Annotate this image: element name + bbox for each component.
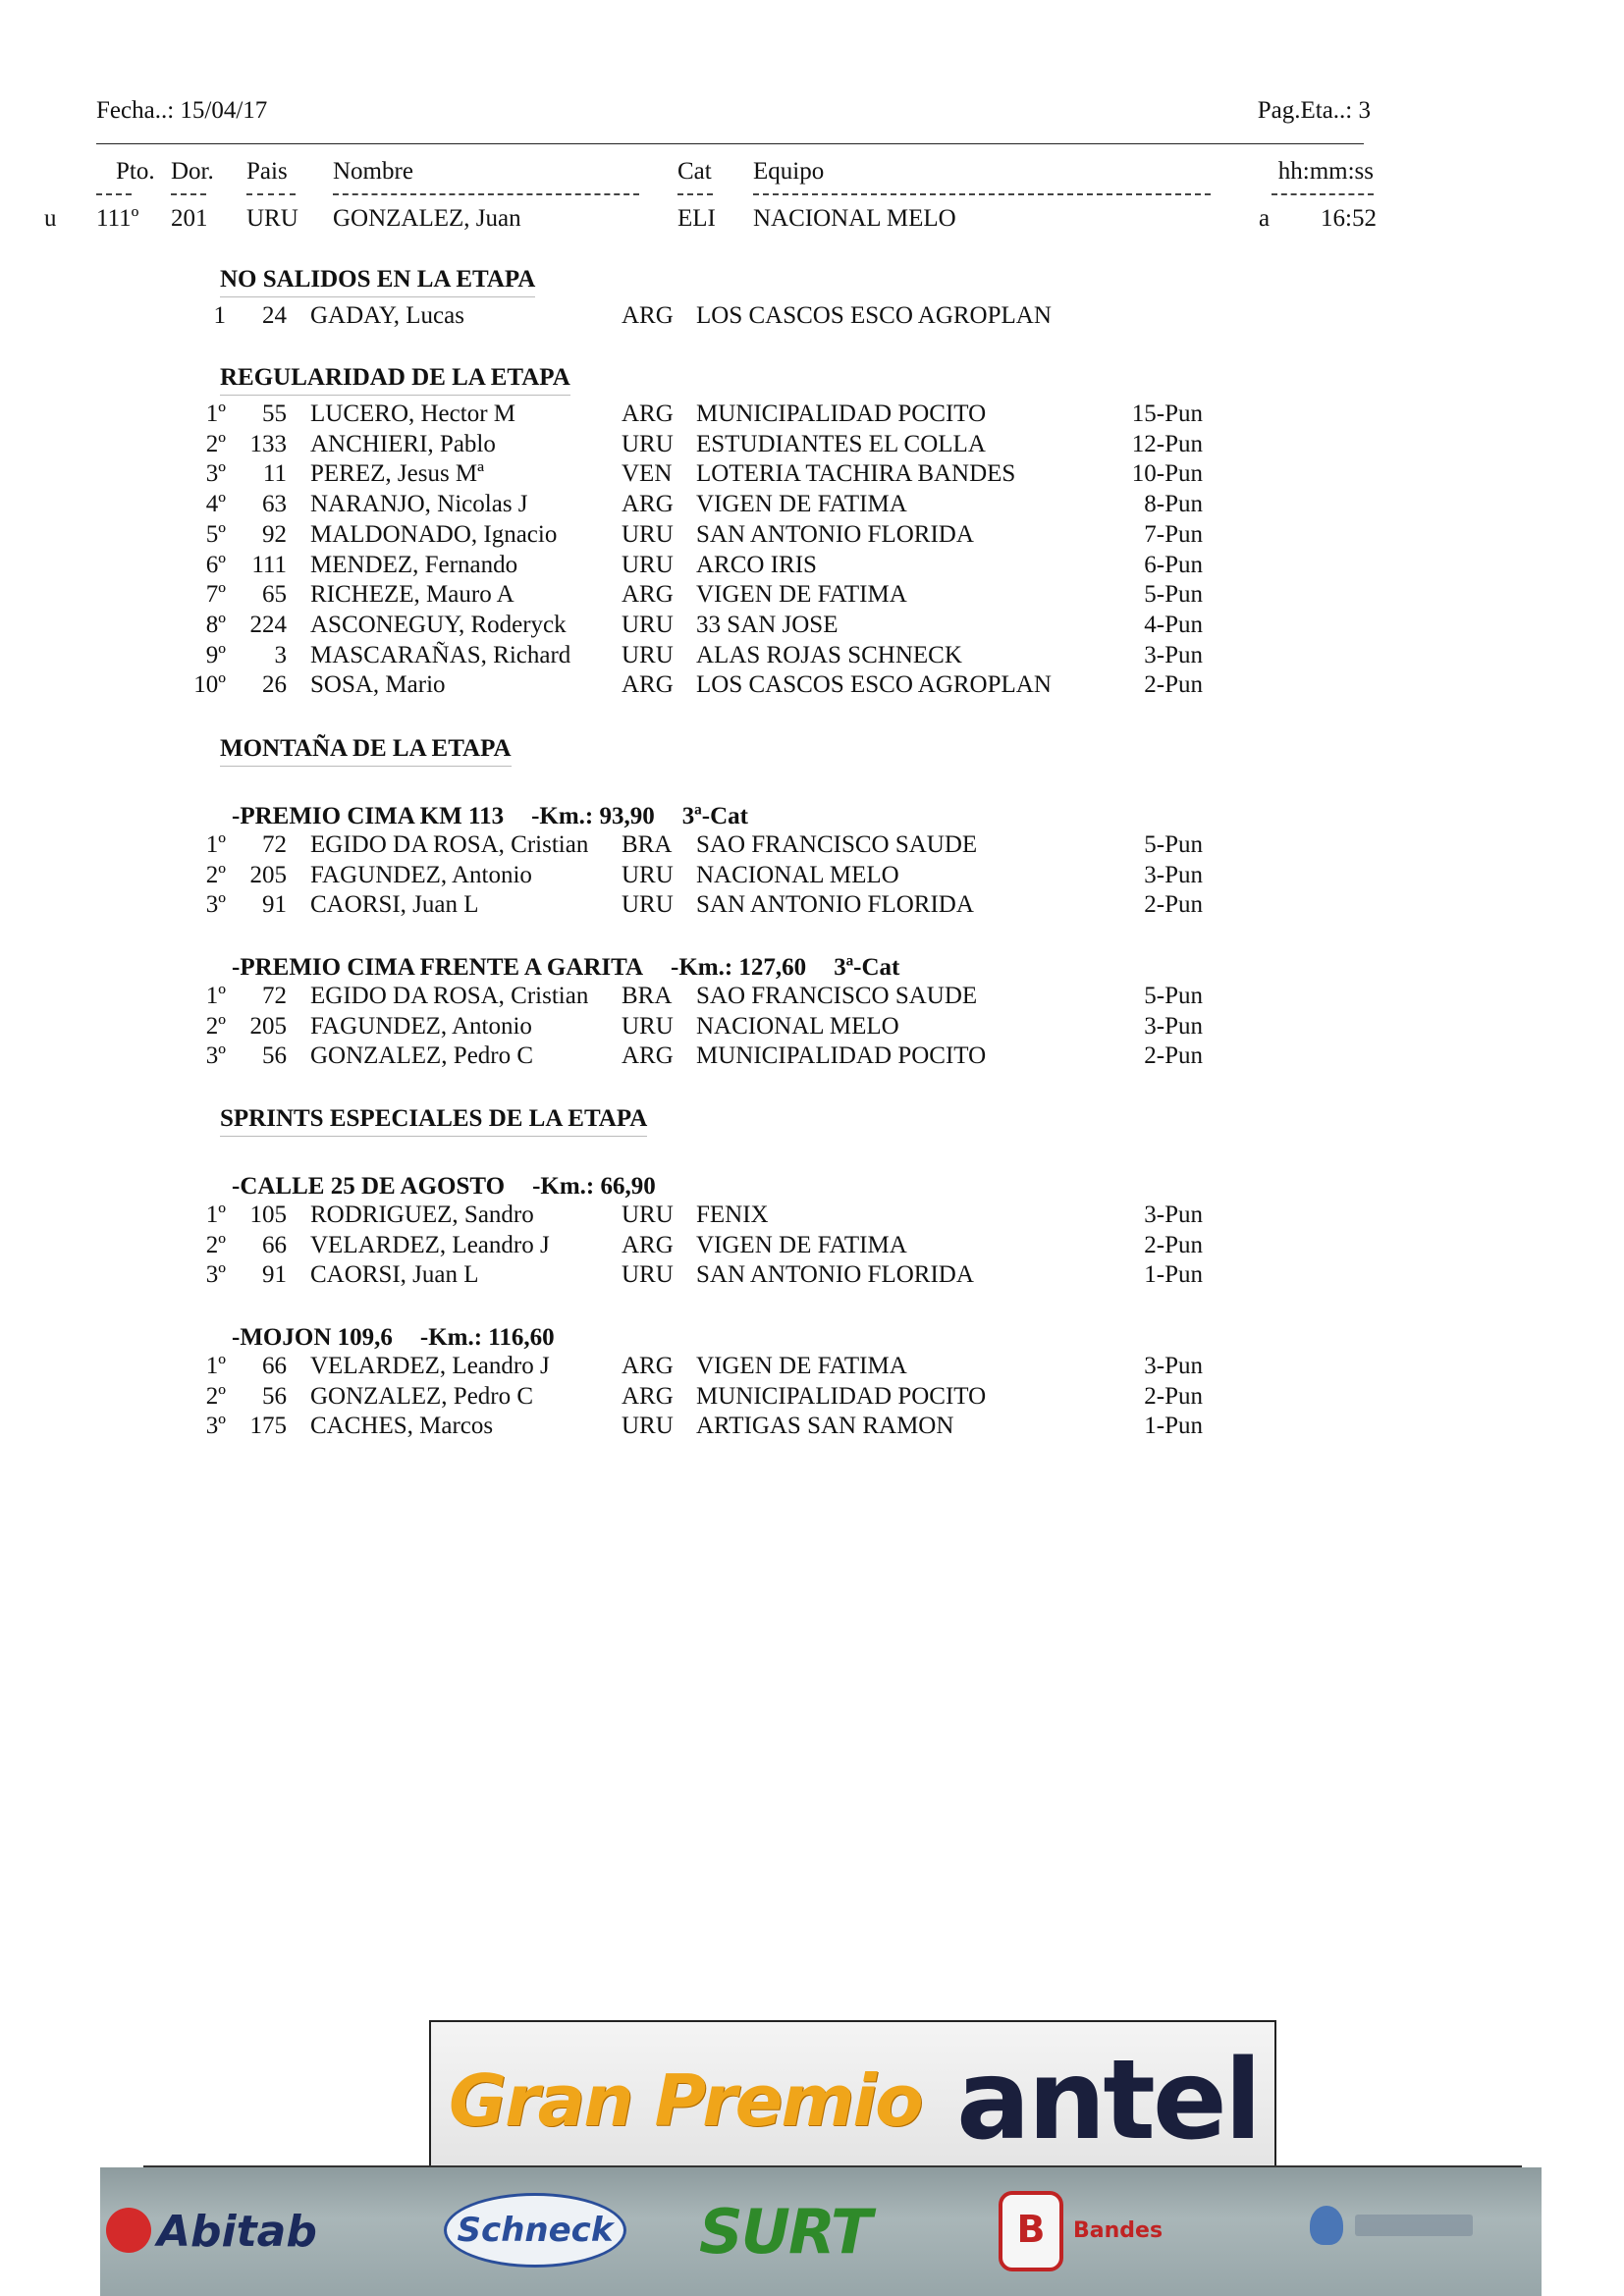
row-dorsal: 3	[274, 641, 287, 668]
row-position: 3º	[205, 1042, 226, 1070]
row-dorsal: 224	[249, 611, 287, 638]
row-points: 3-Pun	[1144, 861, 1203, 888]
row-points: 6-Pun	[1144, 551, 1203, 578]
row-dorsal: 56	[262, 1382, 287, 1410]
date-label: Fecha..: 15/04/17	[96, 97, 268, 124]
row-dorsal: 24	[262, 302, 287, 329]
row-rider-name: RICHEZE, Mauro A	[310, 581, 514, 609]
row-team: LOS CASCOS ESCO AGROPLAN	[696, 302, 1052, 329]
row-team: MUNICIPALIDAD POCITO	[696, 1382, 987, 1410]
row-country: URU	[622, 1012, 674, 1040]
gran-premio-logo-text: Gran Premio	[449, 2059, 922, 2142]
result-row	[0, 1352, 1624, 1381]
sprint-name: -MOJON 109,6	[232, 1324, 393, 1351]
row-dorsal: 175	[249, 1413, 287, 1440]
result-row	[0, 670, 1624, 700]
row-rider-name: MENDEZ, Fernando	[310, 551, 518, 578]
row-rider-name: RODRIGUEZ, Sandro	[310, 1201, 534, 1228]
row-team: ARCO IRIS	[696, 551, 817, 578]
row-rider-name: SOSA, Mario	[310, 671, 446, 699]
row-dorsal: 72	[262, 983, 287, 1009]
ministry-logo	[1310, 2197, 1545, 2266]
first-row-dor: 201	[171, 205, 208, 232]
row-team: SAN ANTONIO FLORIDA	[696, 1261, 974, 1289]
col-underline	[96, 193, 132, 195]
antel-logo: antel	[956, 2037, 1260, 2164]
row-position: 2º	[205, 1231, 226, 1258]
row-rider-name: ANCHIERI, Pablo	[310, 430, 496, 457]
col-dor: Dor.	[171, 158, 214, 185]
row-position: 10º	[193, 671, 226, 699]
row-position: 1	[213, 302, 226, 329]
row-team: FENIX	[696, 1201, 769, 1228]
row-points: 3-Pun	[1144, 1012, 1203, 1040]
row-country: URU	[622, 551, 674, 578]
row-country: ARG	[622, 1042, 674, 1070]
result-row	[0, 580, 1624, 610]
premio-cat: 3ª-Cat	[681, 803, 748, 829]
row-dorsal: 55	[262, 400, 287, 427]
first-row-flag: a	[1259, 205, 1271, 232]
row-rider-name: GONZALEZ, Pedro C	[310, 1042, 534, 1070]
section-no-salidos-title: NO SALIDOS EN LA ETAPA	[220, 265, 535, 297]
first-row-pais: URU	[246, 205, 298, 232]
col-nombre: Nombre	[333, 158, 413, 185]
row-position: 3º	[205, 1413, 226, 1440]
col-cat: Cat	[677, 158, 712, 185]
row-team: NACIONAL MELO	[696, 861, 899, 888]
row-points: 5-Pun	[1144, 581, 1203, 609]
first-row-cat: ELI	[677, 205, 716, 232]
row-team: MUNICIPALIDAD POCITO	[696, 1042, 987, 1070]
row-country: URU	[622, 430, 674, 457]
row-dorsal: 133	[249, 430, 287, 457]
row-rider-name: CAORSI, Juan L	[310, 1261, 479, 1289]
col-pos: Pto.	[116, 158, 155, 185]
row-rider-name: MALDONADO, Ignacio	[310, 520, 558, 548]
row-position: 1º	[205, 1353, 226, 1379]
row-team: SAN ANTONIO FLORIDA	[696, 520, 974, 548]
row-country: URU	[622, 1261, 674, 1289]
gran-premio-antel-banner	[429, 2020, 1276, 2169]
row-dorsal: 11	[262, 460, 287, 488]
result-row	[0, 861, 1624, 890]
row-position: 1º	[205, 983, 226, 1009]
premio-name: -PREMIO CIMA KM 113	[232, 803, 505, 829]
row-position: 2º	[205, 430, 226, 457]
row-position: 3º	[205, 891, 226, 919]
row-dorsal: 105	[249, 1201, 287, 1228]
section-montana-title: MONTAÑA DE LA ETAPA	[220, 734, 512, 767]
row-country: ARG	[622, 302, 674, 329]
premio-heading	[232, 802, 776, 831]
result-row	[0, 1412, 1624, 1441]
ministry-text-blur	[1355, 2215, 1473, 2236]
row-points: 12-Pun	[1131, 430, 1203, 457]
row-country: ARG	[622, 1353, 674, 1379]
row-points: 2-Pun	[1144, 671, 1203, 699]
row-position: 2º	[205, 861, 226, 888]
result-row	[0, 982, 1624, 1011]
row-team: 33 SAN JOSE	[696, 611, 839, 638]
row-rider-name: VELARDEZ, Leandro J	[310, 1353, 550, 1379]
row-country: ARG	[622, 1231, 674, 1258]
row-country: URU	[622, 861, 674, 888]
row-team: ALAS ROJAS SCHNECK	[696, 641, 962, 668]
row-position: 2º	[205, 1382, 226, 1410]
sprint-km: -Km.: 66,90	[532, 1173, 656, 1200]
row-rider-name: ASCONEGUY, Roderyck	[310, 611, 567, 638]
col-pais: Pais	[246, 158, 288, 185]
row-rider-name: PEREZ, Jesus Mª	[310, 460, 485, 488]
page-label: Pag.Eta..: 3	[1257, 97, 1371, 124]
row-country: BRA	[622, 983, 673, 1009]
row-position: 3º	[205, 460, 226, 488]
result-row	[0, 430, 1624, 459]
row-country: URU	[622, 1413, 674, 1440]
row-points: 5-Pun	[1144, 831, 1203, 858]
row-country: ARG	[622, 671, 674, 699]
row-points: 2-Pun	[1144, 1231, 1203, 1258]
result-row	[0, 400, 1624, 429]
result-row	[0, 641, 1624, 670]
header-divider	[96, 143, 1364, 144]
row-position: 8º	[205, 611, 226, 638]
row-team: SAO FRANCISCO SAUDE	[696, 983, 978, 1009]
row-dorsal: 26	[262, 671, 287, 699]
row-points: 3-Pun	[1144, 1201, 1203, 1228]
row-points: 4-Pun	[1144, 611, 1203, 638]
result-row	[0, 1201, 1624, 1230]
row-team: VIGEN DE FATIMA	[696, 1353, 907, 1379]
row-points: 8-Pun	[1144, 491, 1203, 518]
row-rider-name: CAORSI, Juan L	[310, 891, 479, 919]
col-underline	[171, 193, 206, 195]
row-rider-name: MASCARAÑAS, Richard	[310, 641, 571, 668]
row-country: URU	[622, 1201, 674, 1228]
col-equipo: Equipo	[753, 158, 825, 185]
row-dorsal: 63	[262, 491, 287, 518]
row-dorsal: 66	[262, 1353, 287, 1379]
result-row	[0, 551, 1624, 580]
section-regularidad-title: REGULARIDAD DE LA ETAPA	[220, 363, 570, 396]
col-underline	[753, 193, 1211, 195]
row-team: ESTUDIANTES EL COLLA	[696, 430, 986, 457]
result-row	[0, 459, 1624, 489]
row-team: SAO FRANCISCO SAUDE	[696, 831, 978, 858]
premio-km: -Km.: 93,90	[531, 803, 655, 829]
section-sprints-title: SPRINTS ESPECIALES DE LA ETAPA	[220, 1104, 647, 1137]
result-row	[0, 830, 1624, 860]
row-rider-name: GADAY, Lucas	[310, 302, 464, 329]
row-rider-name: FAGUNDEZ, Antonio	[310, 1012, 532, 1040]
row-position: 2º	[205, 1012, 226, 1040]
row-country: ARG	[622, 581, 674, 609]
first-row-pos: 111º	[96, 205, 139, 232]
first-row-name: GONZALEZ, Juan	[333, 205, 521, 232]
col-underline	[1272, 193, 1374, 195]
col-time: hh:mm:ss	[1277, 158, 1374, 185]
row-dorsal: 56	[262, 1042, 287, 1070]
premio-cat: 3ª-Cat	[834, 954, 900, 981]
row-rider-name: VELARDEZ, Leandro J	[310, 1231, 550, 1258]
row-dorsal: 72	[262, 831, 287, 858]
row-team: LOS CASCOS ESCO AGROPLAN	[696, 671, 1052, 699]
row-points: 1-Pun	[1144, 1413, 1203, 1440]
result-row	[0, 490, 1624, 519]
row-rider-name: LUCERO, Hector M	[310, 400, 515, 427]
row-rider-name: CACHES, Marcos	[310, 1413, 494, 1440]
row-country: VEN	[622, 460, 673, 488]
result-row	[0, 301, 1624, 331]
first-row-team: NACIONAL MELO	[753, 205, 956, 232]
row-country: ARG	[622, 400, 674, 427]
row-position: 3º	[205, 1261, 226, 1289]
sponsor-strip	[100, 2167, 1542, 2296]
row-rider-name: EGIDO DA ROSA, Cristian	[310, 983, 589, 1009]
row-team: MUNICIPALIDAD POCITO	[696, 400, 987, 427]
row-team: VIGEN DE FATIMA	[696, 1231, 907, 1258]
row-country: URU	[622, 891, 674, 919]
col-underline	[677, 193, 713, 195]
row-country: URU	[622, 520, 674, 548]
sprint-name: -CALLE 25 DE AGOSTO	[232, 1173, 506, 1200]
row-points: 3-Pun	[1144, 1353, 1203, 1379]
row-rider-name: FAGUNDEZ, Antonio	[310, 861, 532, 888]
row-dorsal: 91	[262, 891, 287, 919]
row-rider-name: GONZALEZ, Pedro C	[310, 1382, 534, 1410]
row-country: ARG	[622, 491, 674, 518]
row-position: 1º	[205, 400, 226, 427]
result-row	[0, 1382, 1624, 1412]
result-row	[0, 520, 1624, 550]
sprint-heading	[232, 1323, 582, 1353]
row-dorsal: 92	[262, 520, 287, 548]
row-team: ARTIGAS SAN RAMON	[696, 1413, 954, 1440]
result-row	[0, 611, 1624, 640]
bandes-icon: B	[999, 2191, 1063, 2271]
row-team: SAN ANTONIO FLORIDA	[696, 891, 974, 919]
abitab-logo: Abitab	[106, 2205, 317, 2260]
premio-km: -Km.: 127,60	[671, 954, 807, 981]
schneck-logo: Schneck	[444, 2193, 626, 2268]
surt-logo: SURT	[699, 2196, 871, 2268]
row-dorsal: 111	[251, 551, 287, 578]
row-position: 9º	[205, 641, 226, 668]
row-dorsal: 205	[249, 861, 287, 888]
row-dorsal: 65	[262, 581, 287, 609]
row-dorsal: 66	[262, 1231, 287, 1258]
first-row-time: 16:52	[1321, 205, 1377, 232]
premio-heading	[232, 953, 927, 983]
row-rider-name: EGIDO DA ROSA, Cristian	[310, 831, 589, 858]
row-team: VIGEN DE FATIMA	[696, 491, 907, 518]
row-team: LOTERIA TACHIRA BANDES	[696, 460, 1016, 488]
result-row	[0, 1041, 1624, 1071]
row-points: 2-Pun	[1144, 1042, 1203, 1070]
result-row	[0, 1231, 1624, 1260]
row-rider-name: NARANJO, Nicolas J	[310, 491, 528, 518]
row-points: 15-Pun	[1131, 400, 1203, 427]
row-points: 7-Pun	[1144, 520, 1203, 548]
sprint-heading	[232, 1172, 683, 1201]
result-row	[0, 890, 1624, 920]
row-points: 2-Pun	[1144, 1382, 1203, 1410]
row-country: BRA	[622, 831, 673, 858]
row-points: 3-Pun	[1144, 641, 1203, 668]
row-team: NACIONAL MELO	[696, 1012, 899, 1040]
row-dorsal: 205	[249, 1012, 287, 1040]
bandes-logo: B Bandes	[999, 2191, 1195, 2269]
premio-name: -PREMIO CIMA FRENTE A GARITA	[232, 954, 644, 981]
row-team: VIGEN DE FATIMA	[696, 581, 907, 609]
row-position: 7º	[205, 581, 226, 609]
result-row	[0, 1012, 1624, 1041]
sun-emblem-icon	[1310, 2206, 1343, 2245]
row-position: 1º	[205, 831, 226, 858]
result-row	[0, 1260, 1624, 1290]
sprint-km: -Km.: 116,60	[419, 1324, 555, 1351]
row-points: 1-Pun	[1144, 1261, 1203, 1289]
row-position: 6º	[205, 551, 226, 578]
row-country: URU	[622, 641, 674, 668]
row-position: 1º	[205, 1201, 226, 1228]
row-marker: u	[44, 205, 57, 232]
row-points: 2-Pun	[1144, 891, 1203, 919]
abitab-icon	[106, 2208, 151, 2253]
row-country: ARG	[622, 1382, 674, 1410]
row-position: 4º	[205, 491, 226, 518]
row-position: 5º	[205, 520, 226, 548]
row-dorsal: 91	[262, 1261, 287, 1289]
col-underline	[333, 193, 639, 195]
col-underline	[246, 193, 296, 195]
row-points: 5-Pun	[1144, 983, 1203, 1009]
row-country: URU	[622, 611, 674, 638]
row-points: 10-Pun	[1131, 460, 1203, 488]
